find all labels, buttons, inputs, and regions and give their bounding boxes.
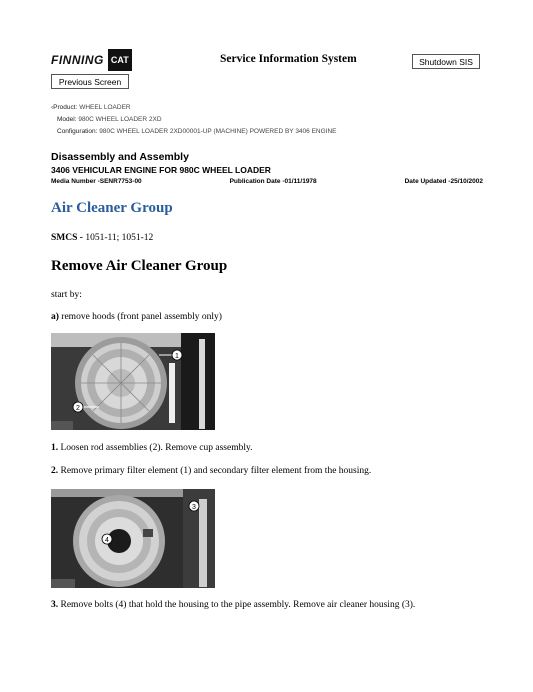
configuration-value: 980C WHEEL LOADER 2XD00001-UP (MACHINE) POWERED BY 3406 ENGINE [99, 128, 337, 135]
step-a-label: a) [51, 312, 59, 322]
callout-4-label: 4 [105, 537, 109, 544]
step-1-label: 1. [51, 443, 59, 453]
step-2 [51, 466, 371, 476]
step-3-text: Remove bolts (4) that hold the housing to the pipe assembly. Remove air cleaner housing (3). [60, 600, 416, 610]
page-title: Service Information System [220, 53, 357, 65]
callout-1-label: 1 [175, 353, 179, 360]
model-label: Model: [57, 116, 77, 123]
callout-2-label: 2 [76, 405, 80, 412]
document-title: Disassembly and Assembly [51, 151, 189, 163]
smcs-label: SMCS - [51, 233, 83, 243]
shutdown-sis-button[interactable]: Shutdown SIS [412, 54, 480, 69]
media-number: Media Number -SENR7753-00 [51, 178, 142, 185]
smcs-code [51, 233, 153, 243]
document-info-row [51, 178, 483, 185]
configuration-line [57, 128, 337, 135]
product-value: WHEEL LOADER [79, 104, 131, 111]
step-a [51, 312, 222, 322]
cat-logo-badge: CAT [108, 49, 132, 71]
section-title: Air Cleaner Group [51, 200, 173, 216]
step-1-text: Loosen rod assemblies (2). Remove cup assembly. [60, 443, 253, 453]
product-label: Product: [53, 104, 78, 111]
step-2-text: Remove primary filter element (1) and secondary filter element from the housing. [60, 466, 372, 476]
smcs-value: 1051-11; 1051-12 [85, 233, 154, 243]
model-value: 980C WHEEL LOADER 2XD [78, 116, 162, 123]
step-2-label: 2. [51, 466, 59, 476]
product-line [51, 104, 131, 111]
callout-3-label: 3 [192, 504, 196, 511]
finning-logo-text: FINNING [51, 53, 104, 67]
procedure-heading: Remove Air Cleaner Group [51, 258, 228, 274]
air-cleaner-photo-1 [51, 333, 215, 430]
step-1 [51, 443, 252, 453]
publication-date: Publication Date -01/11/1978 [229, 178, 317, 185]
step-3-label: 3. [51, 600, 59, 610]
finning-cat-logo [51, 49, 132, 71]
back-arrow-icon[interactable]: ‹ [51, 104, 54, 111]
model-line [57, 116, 162, 123]
step-a-text: remove hoods (front panel assembly only) [61, 312, 222, 322]
document-subtitle: 3406 VEHICULAR ENGINE FOR 980C WHEEL LOADER [51, 165, 271, 175]
start-by-text: start by: [51, 290, 82, 300]
air-cleaner-photo-2 [51, 489, 215, 588]
configuration-label: Configuration: [57, 128, 98, 135]
previous-screen-button[interactable]: Previous Screen [51, 74, 129, 89]
date-updated: Date Updated -25/10/2002 [404, 178, 483, 185]
step-3 [51, 600, 415, 610]
